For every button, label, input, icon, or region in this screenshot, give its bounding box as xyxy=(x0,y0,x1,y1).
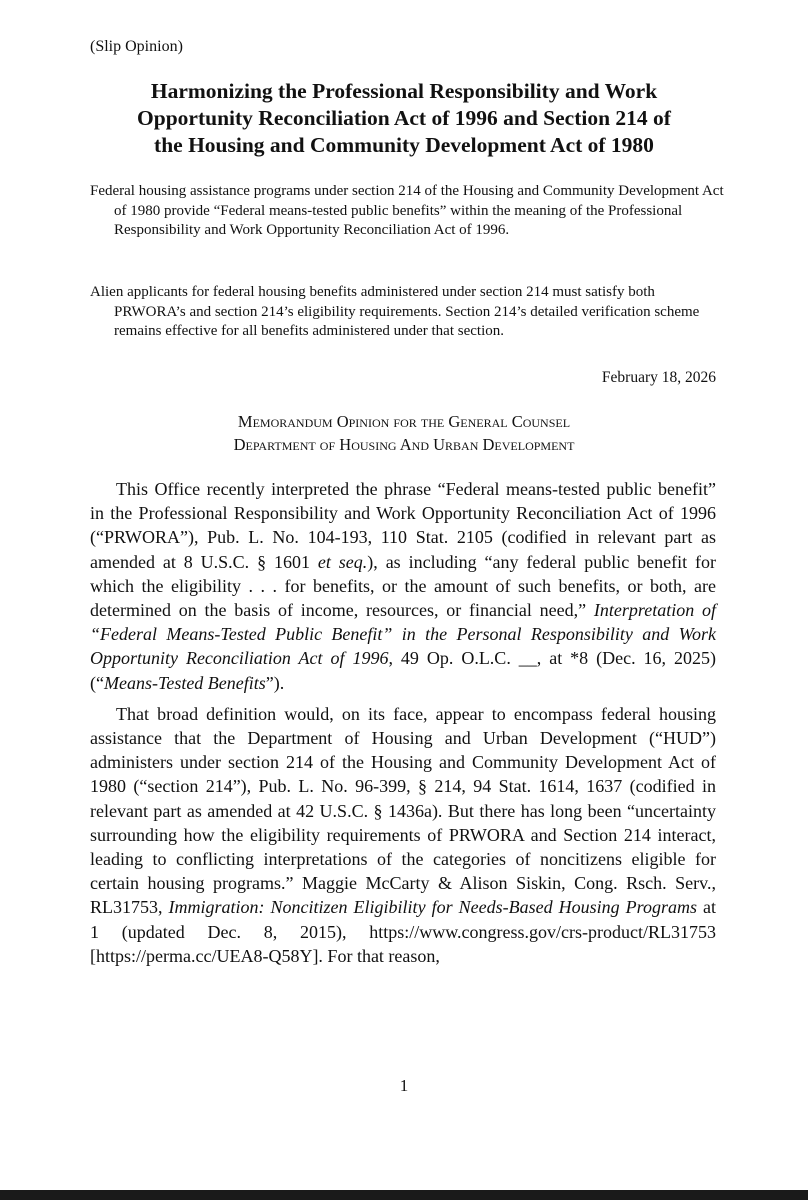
body-text-run: ”). xyxy=(265,672,285,693)
memo-heading xyxy=(60,410,748,456)
memo-heading-line: Memorandum Opinion for the General Counsel xyxy=(237,412,571,431)
slip-opinion-label: (Slip Opinion) xyxy=(90,38,183,55)
italic-citation: et seq. xyxy=(317,551,368,572)
title-line: the Housing and Community Development Act of 1980 xyxy=(154,133,654,157)
opinion-body xyxy=(90,477,716,975)
body-text-run: That broad definition would, on its face, appear to encompass federal housing assistance that the Department of Housing and Urban Development (“HUD”) administers under section 214 of the Housing and Community Development Act of 1980 (“section 214”), Pub. L. No. 96-399, § 214, 94 Stat. 1614, 1637 (codified in relevant part as amended at 42 U.S.C. § 1436a). But there has long been “uncertainty surrounding how the eligibility requirements of PRWORA and Section 214 interact, leading to conflicting interpretations of the categories of noncitizens eligible for certain housing programs.” Maggie McCarty & Alison Siskin, Cong. Rsch. Serv., RL31753, xyxy=(90,703,716,918)
opinion-title xyxy=(60,78,748,159)
body-text-run: at 1 (updated Dec. 8, 2015), https://www.congress.gov/crs-product/RL31753 [https://perma.cc/UEA8-Q58Y]. For that reason, xyxy=(90,897,716,966)
body-text-run: , 49 Op. O.L.C. __, at *8 (Dec. 16, 2025) (“ xyxy=(90,648,716,693)
syllabus-paragraph xyxy=(90,283,726,342)
title-line: Opportunity Reconciliation Act of 1996 and Section 214 of xyxy=(137,106,671,130)
body-text-run: This Office recently interpreted the phrase “Federal means-tested public benefit” in the Professional Responsibility and Work Opportunity Reconciliation Act of 1996 (“PRWORA”), Pub. L. No. 104-193, 110 Stat. 2105 (codified in relevant part as amended at 8 U.S.C. § 1601 xyxy=(90,479,716,572)
italic-citation: Interpretation of “Federal Means-Tested Public Benefit” in the Personal Responsibility and Work Opportunity Reconciliation Act of 1996 xyxy=(90,600,716,669)
title-line: Harmonizing the Professional Responsibility and Work xyxy=(150,79,658,103)
syllabus-text: Alien applicants for federal housing benefits administered under section 214 must satisfy both PRWORA’s and section 214’s eligibility requirements. Section 214’s detailed verification scheme remains effective for all benefits administered under that section. xyxy=(90,284,700,339)
memo-heading-line: Department of Housing And Urban Development xyxy=(233,435,575,454)
italic-citation: Immigration: Noncitizen Eligibility for Needs-Based Housing Programs xyxy=(168,897,697,918)
body-paragraph xyxy=(90,477,716,695)
body-paragraph xyxy=(90,702,716,968)
bottom-edge-bar xyxy=(0,1190,808,1200)
body-text-run: ), as including “any federal public benefit for which the eligibility . . . for benefits, or the amount of such benefits, or both, are determined on the basis of income, resources, or financial need,” xyxy=(90,551,716,621)
opinion-date: February 18, 2026 xyxy=(601,369,716,386)
syllabus-paragraph xyxy=(90,182,726,241)
syllabus-text: Federal housing assistance programs under section 214 of the Housing and Community Development Act of 1980 provide “Federal means-tested public benefits” within the meaning of the Professional Responsibility and Work Opportunity Reconciliation Act of 1996. xyxy=(90,183,724,238)
page-number: 1 xyxy=(399,1076,409,1095)
italic-citation: Means-Tested Benefits xyxy=(103,672,266,693)
